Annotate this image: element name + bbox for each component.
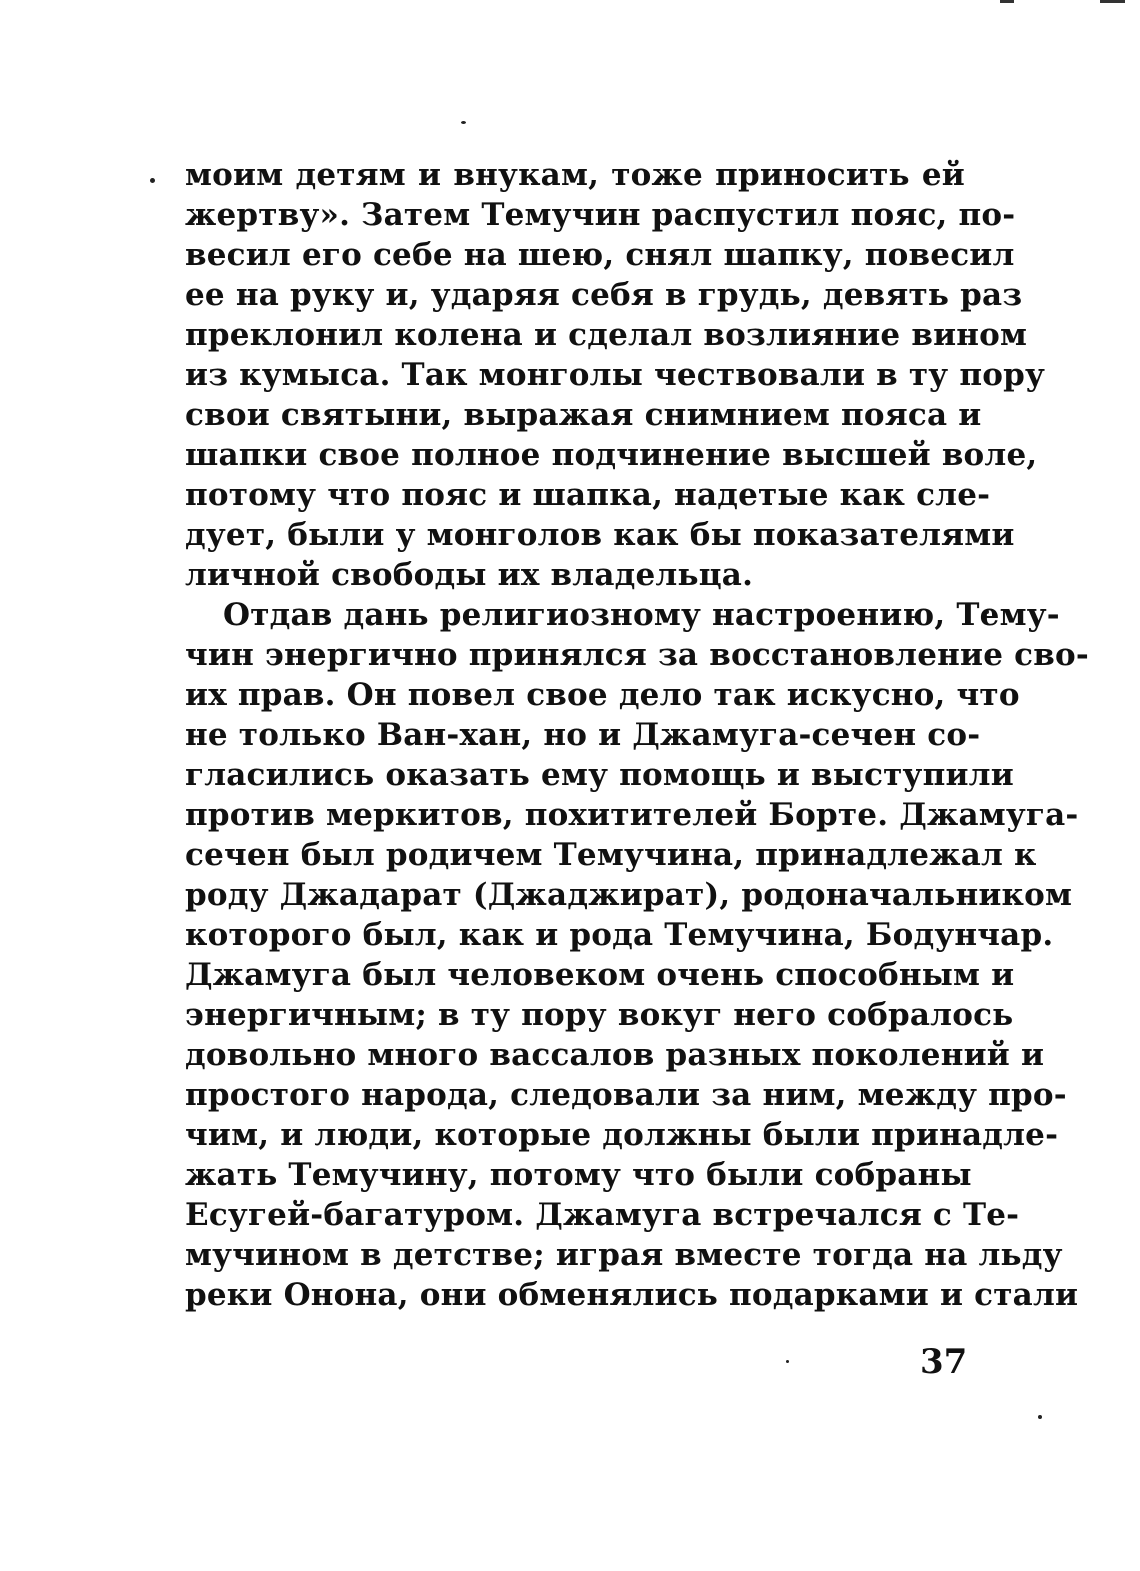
- text-line: из кумыса. Так монголы чествовали в ту пору: [185, 357, 1046, 393]
- text-line: дует, были у монголов как бы показателями: [185, 517, 1015, 553]
- text-line: Есугей-багатуром. Джамуга встречался с Те-: [185, 1197, 1020, 1233]
- scan-edge-mark: [1000, 0, 1014, 3]
- text-line: преклонил колена и сделал возлияние вином: [185, 317, 1028, 353]
- text-line: их прав. Он повел свое дело так искусно, что: [185, 677, 1020, 713]
- text-line: простого народа, следовали за ним, между про-: [185, 1077, 1067, 1113]
- paragraph-2: [185, 595, 1089, 1315]
- text-line: Джамуга был человеком очень способным и: [185, 957, 1015, 993]
- page-number: 37: [920, 1342, 968, 1382]
- scan-speck: [461, 121, 466, 124]
- text-line: чин энергично принялся за восстановление сво-: [185, 637, 1089, 673]
- text-line: энергичным; в ту пору вокуг него собралось: [185, 997, 1014, 1033]
- text-line: не только Ван-хан, но и Джамуга-сечен со-: [185, 717, 981, 753]
- text-line: свои святыни, выражая снимнием пояса и: [185, 397, 982, 433]
- text-line: гласились оказать ему помощь и выступили: [185, 757, 1014, 793]
- scan-speck: [1038, 1415, 1042, 1419]
- text-line: шапки свое полное подчинение высшей воле,: [185, 437, 1038, 473]
- text-line: жать Темучину, потому что были собраны: [185, 1157, 972, 1193]
- paragraph-1: [185, 155, 1046, 595]
- text-line: личной свободы их владельца.: [185, 557, 754, 593]
- text-line: против меркитов, похитителей Борте. Джамуга-: [185, 797, 1079, 833]
- text-line: мучином в детстве; играя вместе тогда на льду: [185, 1237, 1063, 1273]
- text-line: жертву». Затем Темучин распустил пояс, по-: [185, 197, 1016, 233]
- scan-speck: [150, 178, 155, 183]
- text-line: моим детям и внукам, тоже приносить ей: [185, 157, 965, 193]
- scan-edge-mark: [1100, 0, 1125, 3]
- text-line: реки Онона, они обменялись подарками и стали: [185, 1277, 1079, 1313]
- text-line: весил его себе на шею, снял шапку, повесил: [185, 237, 1015, 273]
- text-line: потому что пояс и шапка, надетые как сле-: [185, 477, 991, 513]
- text-line: которого был, как и рода Темучина, Бодунчар.: [185, 917, 1054, 953]
- scan-speck: [786, 1360, 789, 1363]
- text-line: довольно много вассалов разных поколений и: [185, 1037, 1045, 1073]
- text-line: сечен был родичем Темучина, принадлежал к: [185, 837, 1037, 873]
- body-text: [185, 155, 1089, 1315]
- text-line: Отдав дань религиозному настроению, Тему-: [223, 597, 1060, 633]
- text-line: роду Джадарат (Джаджират), родоначальником: [185, 877, 1073, 913]
- text-line: чим, и люди, которые должны были принадле-: [185, 1117, 1059, 1153]
- text-line: ее на руку и, ударяя себя в грудь, девять раз: [185, 277, 1023, 313]
